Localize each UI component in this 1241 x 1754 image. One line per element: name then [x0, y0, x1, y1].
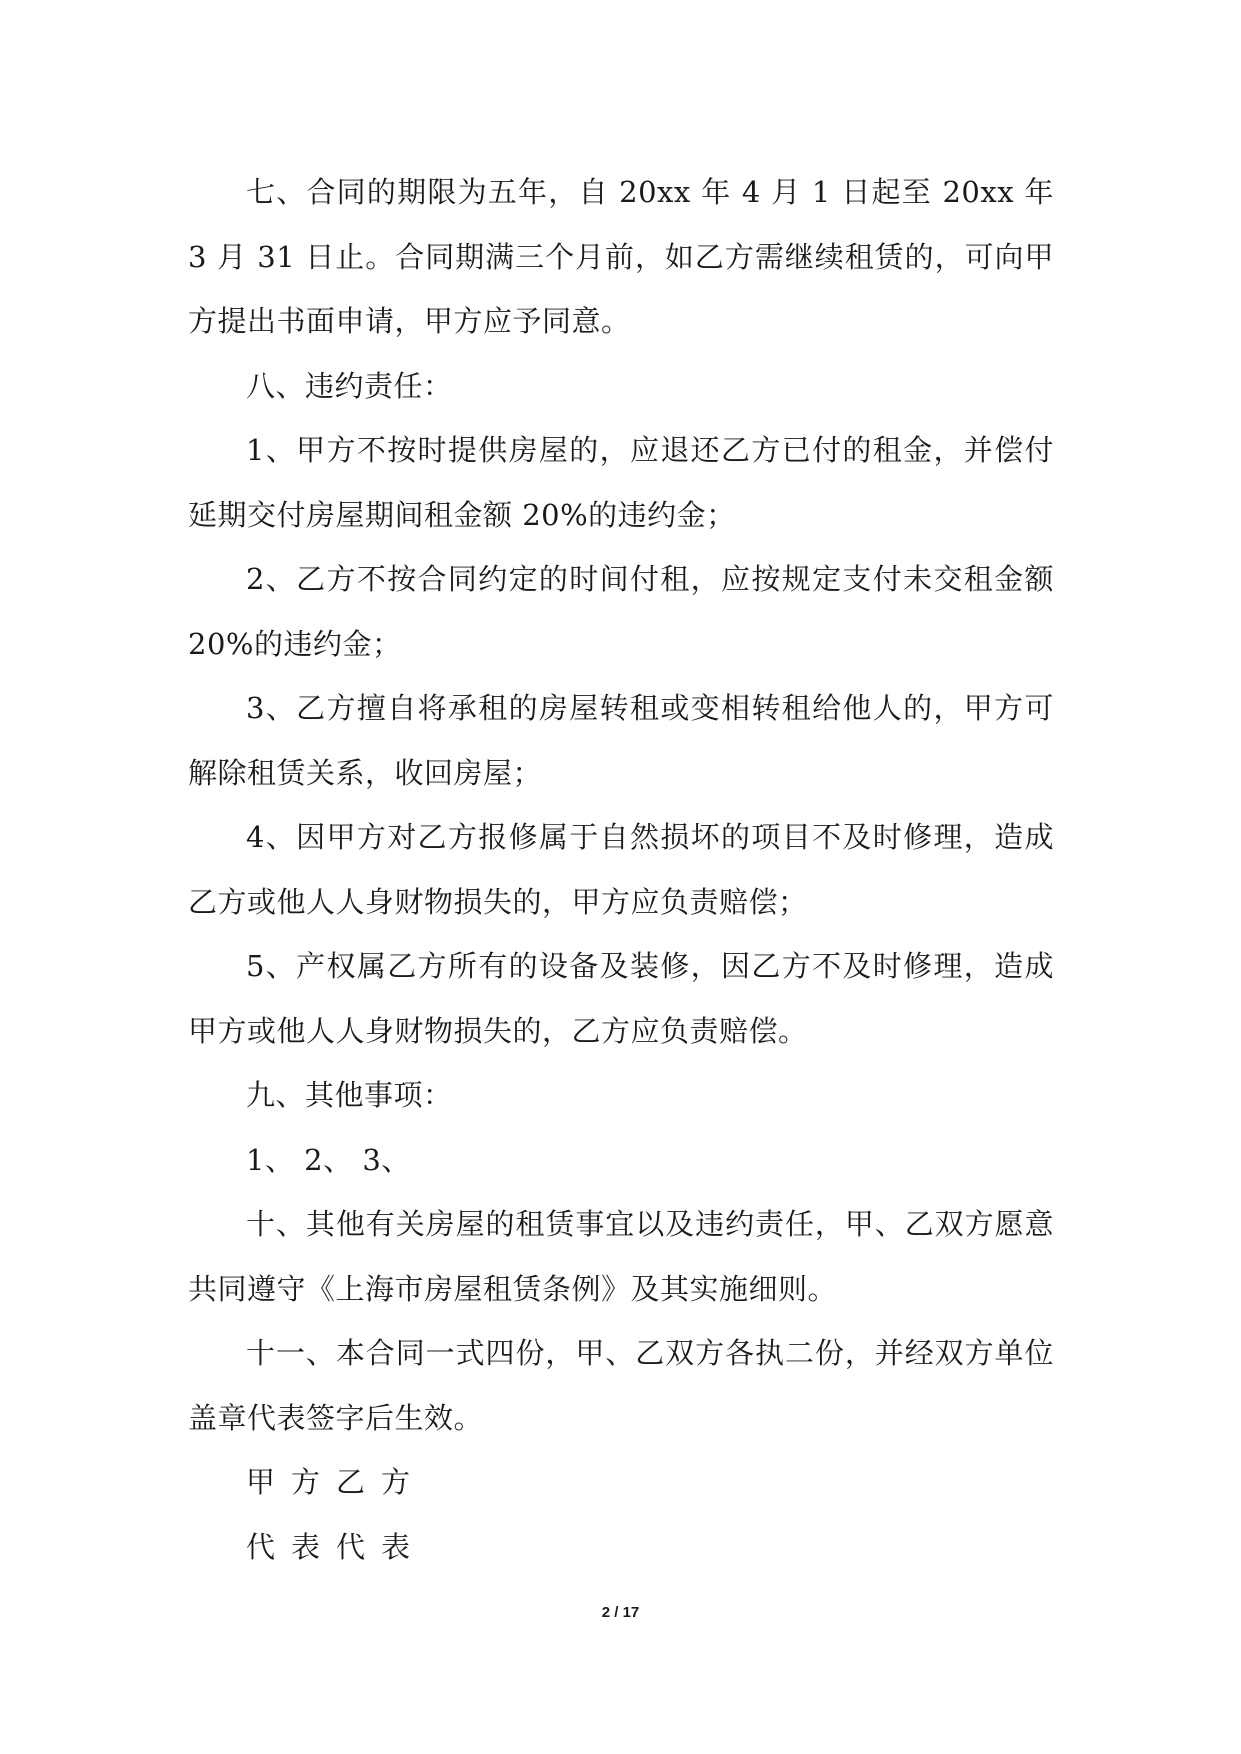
- document-body: [188, 160, 1054, 1579]
- breach-item-4: 4、因甲方对乙方报修属于自然损坏的项目不及时修理，造成乙方或他人人身财物损失的，甲方应负责赔偿；: [188, 820, 1054, 919]
- other-matters-items: 1、 2、 3、: [246, 1142, 411, 1177]
- signature-representatives-line: 代表代表: [246, 1529, 427, 1564]
- clause-breach-heading: 八、违约责任：: [246, 368, 453, 403]
- breach-item-1: 1、甲方不按时提供房屋的，应退还乙方已付的租金，并偿付延期交付房屋期间租金额 20%的违约金；: [188, 433, 1054, 532]
- signature-parties-line: 甲方乙方: [246, 1465, 427, 1499]
- clause-term: 七、合同的期限为五年，自 20xx 年 4 月 1 日起至 20xx 年 3 月 31 日止。合同期满三个月前，如乙方需继续租赁的，可向甲方提出书面申请，甲方应予同意。: [188, 175, 1054, 338]
- breach-item-3: 3、乙方擅自将承租的房屋转租或变相转租给他人的，甲方可解除租赁关系，收回房屋；: [188, 691, 1054, 790]
- breach-item-2: 2、乙方不按合同约定的时间付租，应按规定支付未交租金额 20%的违约金；: [188, 562, 1054, 661]
- breach-item-5: 5、产权属乙方所有的设备及装修，因乙方不及时修理，造成甲方或他人人身财物损失的，乙方应负责赔偿。: [188, 949, 1054, 1048]
- clause-other-matters-heading: 九、其他事项：: [246, 1078, 453, 1112]
- page-number: 2 / 17: [601, 1604, 640, 1621]
- clause-governing-rules: 十、其他有关房屋的租赁事宜以及违约责任，甲、乙双方愿意共同遵守《上海市房屋租赁条例》及其实施细则。: [188, 1207, 1054, 1306]
- clause-copies: 十一、本合同一式四份，甲、乙双方各执二份，并经双方单位盖章代表签字后生效。: [188, 1336, 1054, 1435]
